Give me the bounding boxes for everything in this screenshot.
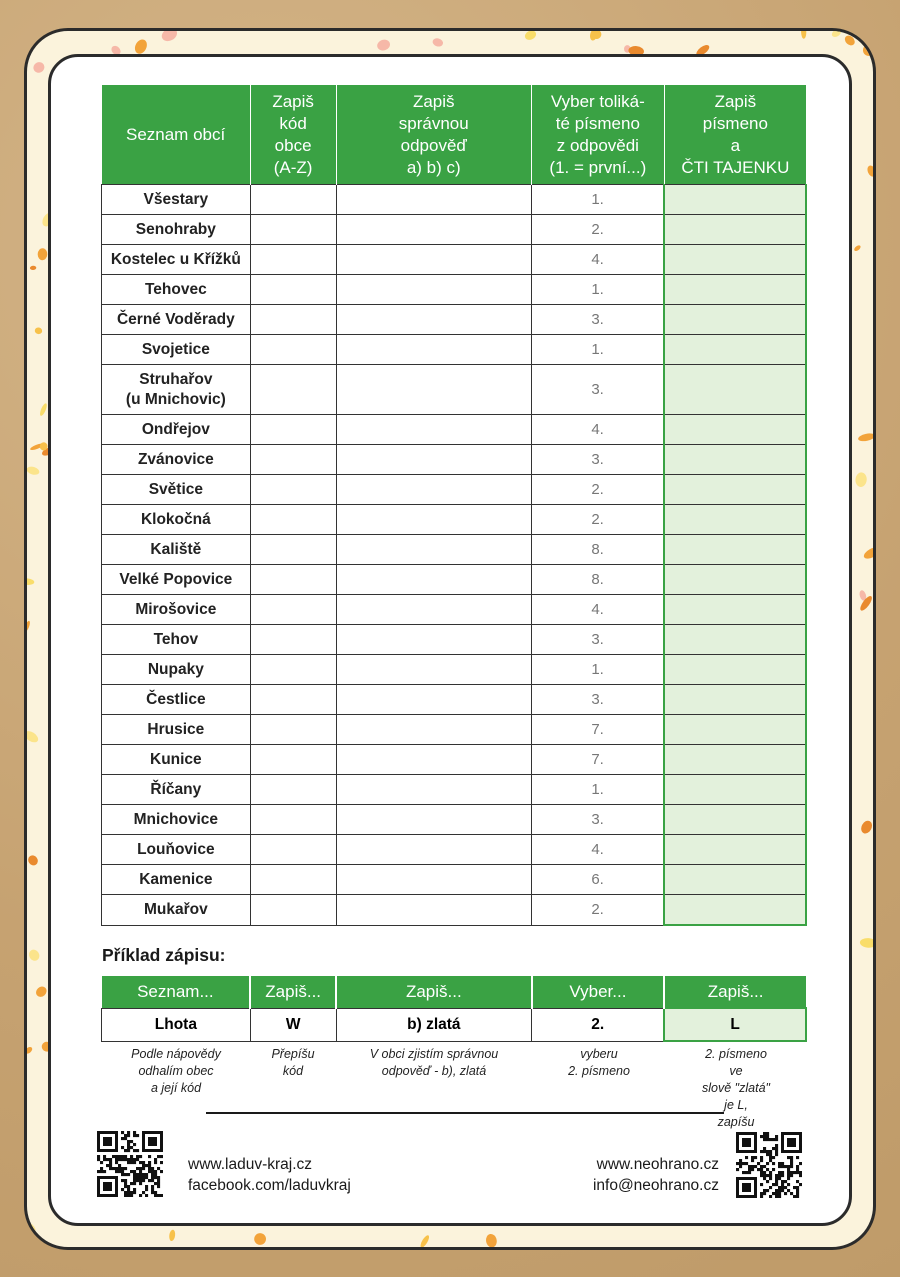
municipality-name: Všestary bbox=[102, 185, 251, 215]
confetti-dot bbox=[859, 819, 874, 835]
table-row bbox=[102, 595, 807, 625]
answer-cell[interactable] bbox=[336, 685, 531, 715]
table-row bbox=[102, 685, 807, 715]
table-row bbox=[102, 865, 807, 895]
confetti-dot bbox=[34, 984, 49, 999]
secret-letter-cell[interactable] bbox=[664, 365, 806, 415]
municipality-name: Čestlice bbox=[102, 685, 251, 715]
example-answer: b) zlatá bbox=[336, 1008, 531, 1041]
code-cell[interactable] bbox=[250, 775, 336, 805]
answer-cell[interactable] bbox=[336, 655, 531, 685]
confetti-dot bbox=[853, 244, 861, 252]
letter-position: 2. bbox=[531, 475, 664, 505]
confetti-dot bbox=[862, 545, 876, 561]
confetti-dot bbox=[843, 34, 857, 48]
answer-cell[interactable] bbox=[336, 535, 531, 565]
confetti-dot bbox=[860, 938, 876, 949]
letter-position: 1. bbox=[531, 185, 664, 215]
secret-letter-cell[interactable] bbox=[664, 535, 806, 565]
code-cell[interactable] bbox=[250, 865, 336, 895]
example-header-position: Vyber... bbox=[532, 976, 665, 1008]
secret-letter-cell[interactable] bbox=[664, 245, 806, 275]
code-cell[interactable] bbox=[250, 365, 336, 415]
confetti-dot bbox=[831, 31, 843, 39]
table-row bbox=[102, 365, 807, 415]
example-title: Příklad zápisu: bbox=[102, 945, 226, 965]
secret-letter-cell[interactable] bbox=[664, 625, 806, 655]
laduv-kraj-website-link[interactable]: www.laduv-kraj.cz bbox=[188, 1156, 313, 1173]
confetti-dot bbox=[27, 1220, 37, 1234]
letter-position: 6. bbox=[531, 865, 664, 895]
secret-letter-cell[interactable] bbox=[664, 685, 806, 715]
answer-cell[interactable] bbox=[336, 895, 531, 926]
example-position: 2. bbox=[532, 1008, 665, 1041]
answer-cell[interactable] bbox=[336, 715, 531, 745]
secret-letter-cell[interactable] bbox=[664, 835, 806, 865]
table-row bbox=[102, 305, 807, 335]
confetti-dot bbox=[39, 403, 48, 417]
note-secret: 2. písmeno ve slově "zlatá" je L, zapíšu bbox=[702, 1047, 770, 1129]
example-header-secret: Zapiš... bbox=[664, 976, 806, 1008]
confetti-dot bbox=[27, 1046, 33, 1055]
code-cell[interactable] bbox=[250, 335, 336, 365]
secret-letter-cell[interactable] bbox=[664, 865, 806, 895]
municipality-name: Senohraby bbox=[102, 215, 251, 245]
table-row bbox=[102, 805, 807, 835]
code-cell[interactable] bbox=[250, 475, 336, 505]
secret-letter-cell[interactable] bbox=[664, 655, 806, 685]
qr-code-icon[interactable] bbox=[97, 1131, 163, 1197]
confetti-dot bbox=[253, 1232, 268, 1247]
confetti-dot bbox=[27, 578, 35, 586]
letter-position: 2. bbox=[531, 895, 664, 926]
confetti-dot bbox=[376, 38, 392, 52]
table-row bbox=[102, 505, 807, 535]
code-cell[interactable] bbox=[250, 565, 336, 595]
confetti-dot bbox=[801, 31, 806, 39]
qr-code-icon[interactable] bbox=[736, 1132, 802, 1198]
confetti-dot bbox=[30, 266, 37, 271]
letter-position: 2. bbox=[531, 505, 664, 535]
table-row bbox=[102, 335, 807, 365]
secret-letter-cell[interactable] bbox=[664, 775, 806, 805]
answer-cell[interactable] bbox=[336, 625, 531, 655]
code-cell[interactable] bbox=[250, 595, 336, 625]
secret-letter-cell[interactable] bbox=[664, 595, 806, 625]
letter-position: 1. bbox=[531, 655, 664, 685]
code-cell[interactable] bbox=[250, 685, 336, 715]
letter-position: 4. bbox=[531, 415, 664, 445]
table-row bbox=[102, 475, 807, 505]
divider bbox=[206, 1112, 724, 1114]
letter-position: 4. bbox=[531, 245, 664, 275]
confetti-dot bbox=[27, 729, 40, 745]
confetti-dot bbox=[27, 465, 40, 476]
table-row bbox=[102, 565, 807, 595]
answer-cell[interactable] bbox=[336, 505, 531, 535]
municipality-name: Kunice bbox=[102, 745, 251, 775]
secret-letter-cell[interactable] bbox=[664, 305, 806, 335]
letter-position: 4. bbox=[531, 595, 664, 625]
letter-position: 2. bbox=[531, 215, 664, 245]
table-row bbox=[102, 535, 807, 565]
note-code: Přepíšu kód bbox=[271, 1047, 315, 1078]
table-row bbox=[102, 715, 807, 745]
letter-position: 3. bbox=[531, 805, 664, 835]
municipality-name: Tehovec bbox=[102, 275, 251, 305]
header-letter-position: Vyber toliká- té písmeno z odpovědi (1. = první...) bbox=[531, 85, 664, 185]
confetti-dot bbox=[855, 472, 868, 488]
confetti-dot bbox=[27, 854, 40, 868]
table-row bbox=[102, 655, 807, 685]
code-cell[interactable] bbox=[250, 215, 336, 245]
secret-letter-cell[interactable] bbox=[664, 895, 806, 926]
municipality-name: Klokočná bbox=[102, 505, 251, 535]
code-cell[interactable] bbox=[250, 535, 336, 565]
table-header-row bbox=[102, 85, 807, 185]
secret-letter-cell[interactable] bbox=[664, 335, 806, 365]
code-cell[interactable] bbox=[250, 835, 336, 865]
confetti-dot bbox=[419, 1234, 431, 1249]
secret-letter-cell[interactable] bbox=[664, 475, 806, 505]
confetti-dot bbox=[523, 31, 537, 42]
secret-letter-cell[interactable] bbox=[664, 805, 806, 835]
answer-cell[interactable] bbox=[336, 445, 531, 475]
secret-letter-cell[interactable] bbox=[664, 185, 806, 215]
example-letter: L bbox=[664, 1008, 806, 1041]
municipality-name: Nupaky bbox=[102, 655, 251, 685]
header-answer: Zapiš správnou odpověď a) b) c) bbox=[336, 85, 531, 185]
example-header-code: Zapiš... bbox=[250, 976, 336, 1008]
municipality-name: Zvánovice bbox=[102, 445, 251, 475]
municipality-name: Svojetice bbox=[102, 335, 251, 365]
letter-position: 7. bbox=[531, 745, 664, 775]
table-row bbox=[102, 275, 807, 305]
letter-position: 1. bbox=[531, 275, 664, 305]
code-cell[interactable] bbox=[250, 415, 336, 445]
code-cell[interactable] bbox=[250, 715, 336, 745]
table-row bbox=[102, 245, 807, 275]
answer-cell[interactable] bbox=[336, 805, 531, 835]
example-header-row bbox=[102, 976, 807, 1008]
neohrano-website-link[interactable]: www.neohrano.cz bbox=[596, 1156, 719, 1173]
secret-letter-cell[interactable] bbox=[664, 445, 806, 475]
municipality-name: Říčany bbox=[102, 775, 251, 805]
note-answer: V obci zjistím správnou odpověď - b), zlatá bbox=[369, 1047, 499, 1078]
example-code: W bbox=[250, 1008, 336, 1041]
letter-position: 8. bbox=[531, 565, 664, 595]
example-municipality: Lhota bbox=[102, 1008, 251, 1041]
municipality-name: Kaliště bbox=[102, 535, 251, 565]
table-row bbox=[102, 775, 807, 805]
answer-cell[interactable] bbox=[336, 335, 531, 365]
answer-cell[interactable] bbox=[336, 595, 531, 625]
answer-cell[interactable] bbox=[336, 865, 531, 895]
code-cell[interactable] bbox=[250, 245, 336, 275]
municipality-name: Struhařov (u Mnichovic) bbox=[102, 365, 251, 415]
answer-cell[interactable] bbox=[336, 365, 531, 415]
answer-cell[interactable] bbox=[336, 565, 531, 595]
letter-position: 7. bbox=[531, 715, 664, 745]
code-cell[interactable] bbox=[250, 895, 336, 926]
example-values-row bbox=[102, 1008, 807, 1041]
municipality-name: Ondřejov bbox=[102, 415, 251, 445]
answer-cell[interactable] bbox=[336, 185, 531, 215]
header-municipality-list: Seznam obcí bbox=[102, 85, 251, 185]
header-secret: Zapiš písmeno a ČTI TAJENKU bbox=[664, 85, 806, 185]
example-header-answer: Zapiš... bbox=[336, 976, 531, 1008]
note-municipality: Podle nápovědy odhalím obec a její kód bbox=[131, 1047, 221, 1095]
letter-position: 3. bbox=[531, 365, 664, 415]
letter-position: 3. bbox=[531, 445, 664, 475]
header-code: Zapiš kód obce (A-Z) bbox=[250, 85, 336, 185]
table-row bbox=[102, 835, 807, 865]
email-link[interactable]: info@neohrano.cz bbox=[592, 1177, 719, 1194]
table-row bbox=[102, 215, 807, 245]
letter-position: 3. bbox=[531, 305, 664, 335]
confetti-dot bbox=[866, 164, 876, 178]
municipality-name: Mirošovice bbox=[102, 595, 251, 625]
letter-position: 4. bbox=[531, 835, 664, 865]
code-cell[interactable] bbox=[250, 805, 336, 835]
table-row bbox=[102, 745, 807, 775]
confetti-dot bbox=[160, 31, 180, 44]
answer-cell[interactable] bbox=[336, 835, 531, 865]
code-cell[interactable] bbox=[250, 185, 336, 215]
confetti-dot bbox=[432, 37, 444, 48]
municipality-name: Mnichovice bbox=[102, 805, 251, 835]
municipality-name: Černé Voděrady bbox=[102, 305, 251, 335]
code-cell[interactable] bbox=[250, 305, 336, 335]
example-table bbox=[101, 976, 807, 1042]
letter-position: 3. bbox=[531, 625, 664, 655]
table-row bbox=[102, 445, 807, 475]
answer-cell[interactable] bbox=[336, 245, 531, 275]
answer-cell[interactable] bbox=[336, 215, 531, 245]
table-row bbox=[102, 625, 807, 655]
example-notes bbox=[101, 1046, 807, 1129]
municipality-table bbox=[101, 85, 807, 926]
municipality-name: Velké Popovice bbox=[102, 565, 251, 595]
municipality-name: Tehov bbox=[102, 625, 251, 655]
secret-letter-cell[interactable] bbox=[664, 415, 806, 445]
confetti-dot bbox=[857, 432, 875, 442]
confetti-dot bbox=[485, 1233, 498, 1248]
answer-cell[interactable] bbox=[336, 475, 531, 505]
confetti-dot bbox=[27, 620, 31, 632]
letter-position: 1. bbox=[531, 775, 664, 805]
municipality-name: Louňovice bbox=[102, 835, 251, 865]
municipality-name: Kostelec u Křížků bbox=[102, 245, 251, 275]
secret-letter-cell[interactable] bbox=[664, 745, 806, 775]
code-cell[interactable] bbox=[250, 505, 336, 535]
confetti-dot bbox=[32, 60, 47, 74]
footer-left bbox=[188, 1154, 351, 1196]
note-position: vyberu 2. písmeno bbox=[568, 1047, 630, 1078]
municipality-name: Mukařov bbox=[102, 895, 251, 926]
secret-letter-cell[interactable] bbox=[664, 715, 806, 745]
example-header-list: Seznam... bbox=[102, 976, 251, 1008]
answer-cell[interactable] bbox=[336, 775, 531, 805]
letter-position: 8. bbox=[531, 535, 664, 565]
municipality-name: Světice bbox=[102, 475, 251, 505]
answer-cell[interactable] bbox=[336, 415, 531, 445]
confetti-dot bbox=[34, 327, 42, 335]
code-cell[interactable] bbox=[250, 625, 336, 655]
confetti-dot bbox=[857, 33, 865, 43]
municipality-name: Kamenice bbox=[102, 865, 251, 895]
municipality-name: Hrusice bbox=[102, 715, 251, 745]
answer-cell[interactable] bbox=[336, 305, 531, 335]
secret-letter-cell[interactable] bbox=[664, 275, 806, 305]
table-row bbox=[102, 185, 807, 215]
code-cell[interactable] bbox=[250, 445, 336, 475]
letter-position: 1. bbox=[531, 335, 664, 365]
letter-position: 3. bbox=[531, 685, 664, 715]
secret-letter-cell[interactable] bbox=[664, 215, 806, 245]
footer-right bbox=[593, 1154, 719, 1196]
confetti-dot bbox=[169, 1229, 176, 1241]
facebook-link[interactable]: facebook.com/laduvkraj bbox=[188, 1177, 351, 1194]
answer-cell[interactable] bbox=[336, 275, 531, 305]
code-cell[interactable] bbox=[250, 655, 336, 685]
secret-letter-cell[interactable] bbox=[664, 505, 806, 535]
code-cell[interactable] bbox=[250, 745, 336, 775]
answer-cell[interactable] bbox=[336, 745, 531, 775]
confetti-dot bbox=[27, 948, 41, 963]
code-cell[interactable] bbox=[250, 275, 336, 305]
secret-letter-cell[interactable] bbox=[664, 565, 806, 595]
table-row bbox=[102, 415, 807, 445]
confetti-dot bbox=[37, 248, 47, 260]
table-row bbox=[102, 895, 807, 926]
